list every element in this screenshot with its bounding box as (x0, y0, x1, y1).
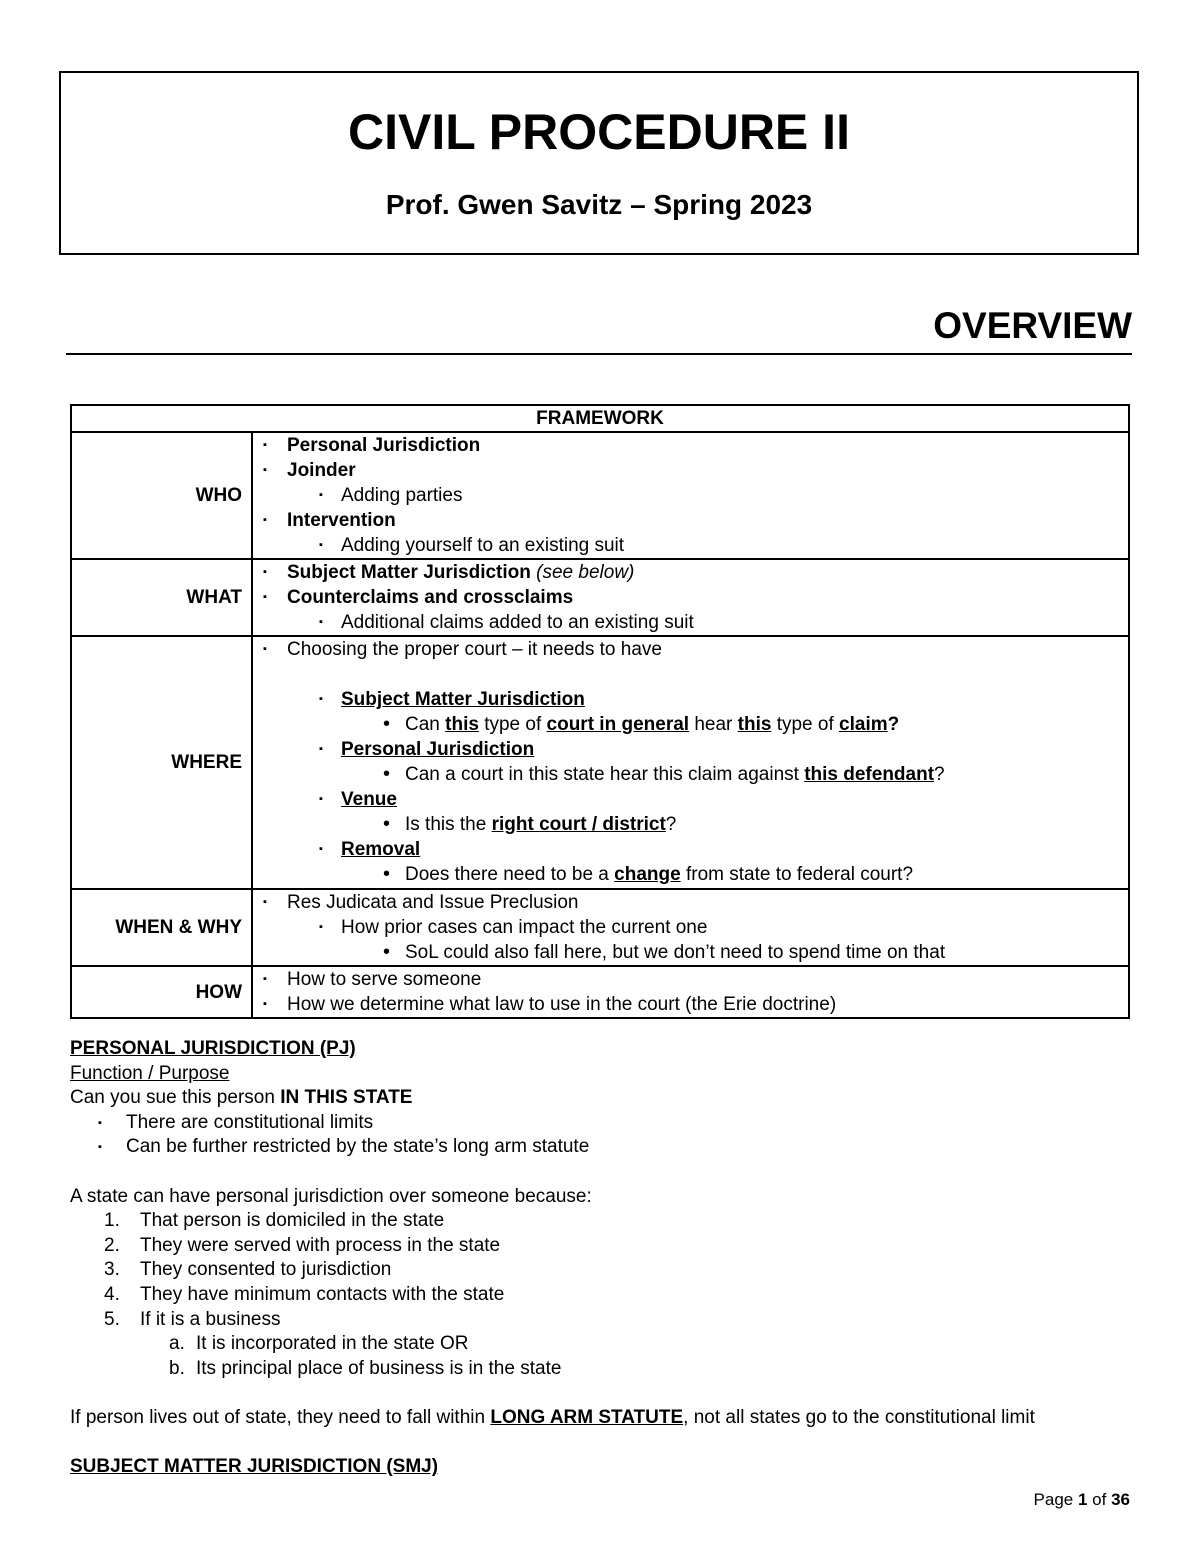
list-item: ▪ Additional claims added to an existing suit (259, 610, 1122, 635)
list-item: ▪ Personal Jurisdiction (259, 433, 1122, 458)
list-item: • SoL could also fall here, but we don’t need to spend time on that (259, 940, 1122, 965)
list-item: ▪ Adding yourself to an existing suit (259, 533, 1122, 558)
pj-question: Can you sue this person IN THIS STATE (70, 1087, 413, 1109)
list-item: ▪ Venue (259, 787, 1122, 812)
list-item: • Can a court in this state hear this claim against this defendant? (259, 762, 1122, 787)
list-item: ▪ Counterclaims and crossclaims (259, 585, 1122, 610)
row-label-how: HOW (71, 966, 252, 1018)
row-label-who: WHO (71, 432, 252, 559)
list-item: ▪ Personal Jurisdiction (259, 737, 1122, 762)
list-item: 2. They were served with process in the state (104, 1234, 501, 1256)
list-item: ▪ Adding parties (259, 483, 1122, 508)
list-item: ▪ How to serve someone (259, 967, 1122, 992)
framework-table (70, 404, 1130, 1019)
table-row (71, 559, 1129, 636)
list-item: • Can this type of court in general hear this type of claim? (259, 712, 1122, 737)
pj-heading: PERSONAL JURISDICTION (PJ) (70, 1038, 356, 1059)
row-content-what (252, 559, 1129, 636)
list-item: a. It is incorporated in the state OR (169, 1333, 469, 1355)
table-row (71, 889, 1129, 966)
list-item: ▪ There are constitutional limits (70, 1111, 1130, 1136)
framework-header: FRAMEWORK (71, 405, 1129, 432)
list-item: ▪ Subject Matter Jurisdiction (see below) (259, 560, 1122, 585)
list-item: ▪ Intervention (259, 508, 1122, 533)
table-row (71, 432, 1129, 559)
row-label-when-why: WHEN & WHY (71, 889, 252, 966)
row-label-where: WHERE (71, 636, 252, 889)
long-arm-note: If person lives out of state, they need to fall within LONG ARM STATUTE, not all states go to the constitutional limit (70, 1406, 1035, 1428)
row-content-how (252, 966, 1129, 1018)
page-number: Page 1 of 36 (1033, 1490, 1130, 1509)
section-title: OVERVIEW (66, 305, 1132, 355)
table-row (71, 636, 1129, 889)
row-content-where (252, 636, 1129, 889)
pj-intro: A state can have personal jurisdiction over someone because: (70, 1185, 592, 1207)
document-title: CIVIL PROCEDURE II (348, 104, 850, 160)
row-content-who (252, 432, 1129, 559)
list-item: 5. If it is a business (104, 1308, 281, 1330)
list-item: • Is this the right court / district? (259, 812, 1122, 837)
list-item: ▪ Res Judicata and Issue Preclusion (259, 890, 1122, 915)
title-box (59, 71, 1139, 255)
document-subtitle: Prof. Gwen Savitz – Spring 2023 (385, 189, 813, 220)
list-item: ▪ Can be further restricted by the state’s long arm statute (70, 1135, 1130, 1160)
body-text (70, 1037, 1130, 1480)
table-row (71, 966, 1129, 1018)
list-item: • Does there need to be a change from state to federal court? (259, 862, 1122, 887)
smj-heading: SUBJECT MATTER JURISDICTION (SMJ) (70, 1456, 439, 1478)
list-item: ▪ Removal (259, 837, 1122, 862)
list-item: b. Its principal place of business is in the state (169, 1357, 562, 1379)
list-item: ▪ How prior cases can impact the current one (259, 915, 1122, 940)
list-item: 1. That person is domiciled in the state (104, 1210, 445, 1232)
list-item: 3. They consented to jurisdiction (104, 1259, 392, 1281)
list-item: ▪ Choosing the proper court – it needs to have (259, 637, 1122, 662)
row-content-when-why (252, 889, 1129, 966)
list-item: ▪ How we determine what law to use in the court (the Erie doctrine) (259, 992, 1122, 1017)
row-label-what: WHAT (71, 559, 252, 636)
list-item: 4. They have minimum contacts with the state (104, 1283, 505, 1305)
list-item: ▪ Subject Matter Jurisdiction (259, 687, 1122, 712)
pj-subheading: Function / Purpose (70, 1062, 230, 1084)
list-item: ▪ Joinder (259, 458, 1122, 483)
